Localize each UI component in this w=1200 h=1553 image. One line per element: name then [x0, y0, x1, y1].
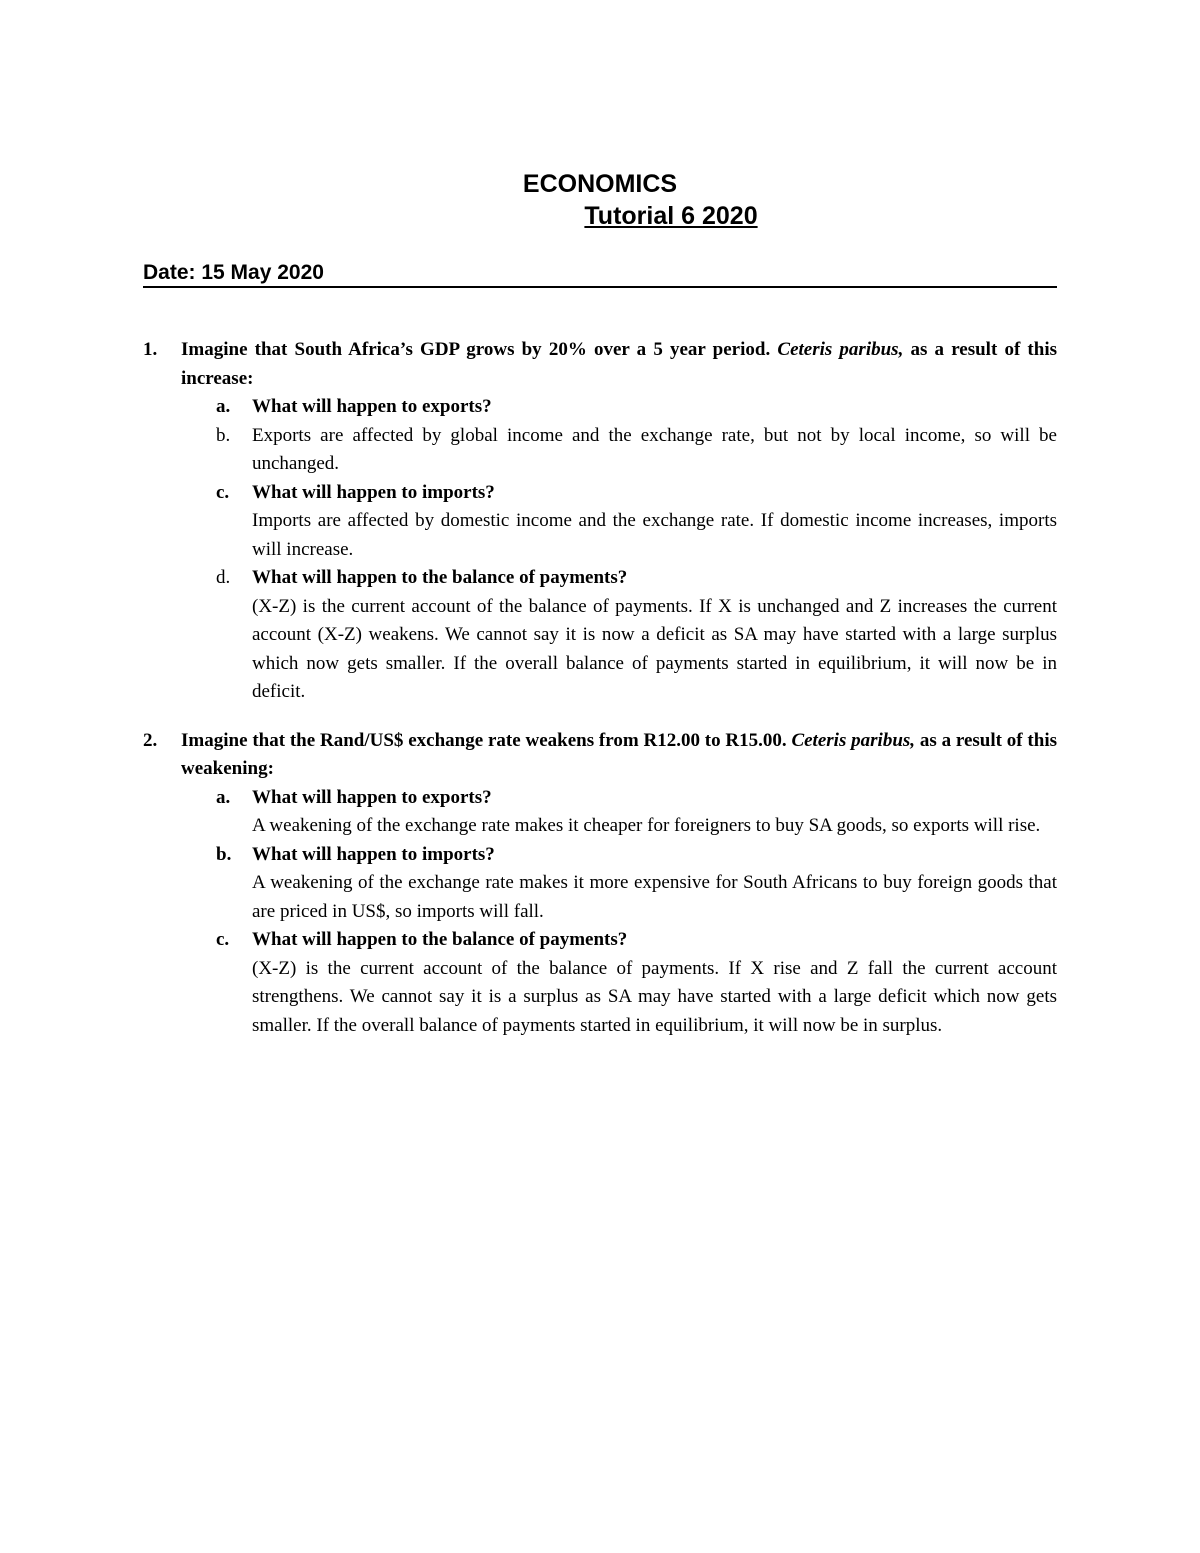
questions-body — [143, 336, 1057, 1040]
question-text-main: Imagine that the Rand/US$ exchange rate weakens from R12.00 to R15.00. — [181, 729, 787, 751]
question-text-tail: as a result of this increase: — [181, 339, 1057, 389]
question-text-tail: as a result of this weakening: — [181, 729, 1057, 779]
part-heading: What will happen to the balance of payments? — [252, 929, 628, 950]
question-part-a — [181, 784, 1057, 841]
question-text — [181, 727, 1057, 784]
question-text-main: Imagine that South Africa’s GDP grows by 20% over a 5 year period. — [181, 339, 771, 360]
question-2 — [143, 727, 1057, 1041]
part-heading: What will happen to exports? — [252, 396, 492, 417]
part-letter: d. — [216, 567, 231, 588]
part-letter: a. — [216, 786, 231, 808]
part-letter: b. — [216, 843, 232, 865]
question-text-italic: Ceteris paribus, — [777, 339, 904, 360]
question-number: 2. — [143, 729, 158, 751]
question-text-italic: Ceteris paribus, — [791, 729, 916, 751]
part-heading: What will happen to imports? — [252, 481, 495, 503]
question-part-b — [181, 841, 1057, 927]
part-heading: What will happen to imports? — [252, 843, 495, 865]
part-answer: A weakening of the exchange rate makes it cheaper for foreigners to buy SA goods, so exports will rise. — [252, 815, 1041, 836]
question-part-c — [181, 926, 1057, 1040]
question-parts — [181, 393, 1057, 707]
part-answer: Imports are affected by domestic income and the exchange rate. If domestic income increases, imports will increase. — [252, 510, 1057, 560]
part-answer: (X-Z) is the current account of the balance of payments. If X rise and Z fall the current account strengthens. We cannot say it is a surplus as SA may have started with a large deficit which now gets smaller. If the overall balance of payments started in equilibrium, it will now be in surplus. — [252, 957, 1057, 1036]
part-heading: What will happen to the balance of payments? — [252, 567, 628, 588]
part-letter: c. — [216, 481, 230, 503]
question-number: 1. — [143, 339, 158, 360]
question-part-d — [181, 564, 1057, 707]
question-parts — [181, 784, 1057, 1041]
question-text — [181, 336, 1057, 393]
part-heading: What will happen to exports? — [252, 786, 492, 808]
part-letter: b. — [216, 424, 231, 446]
part-answer: A weakening of the exchange rate makes it more expensive for South Africans to buy foreign goods that are priced in US$, so imports will fall. — [252, 872, 1057, 922]
document-subtitle: Tutorial 6 2020 — [584, 202, 758, 230]
part-answer: Exports are affected by global income and the exchange rate, but not by local income, so will be unchanged. — [252, 424, 1057, 474]
question-part-c — [181, 479, 1057, 565]
question-1 — [143, 336, 1057, 707]
part-letter: a. — [216, 396, 231, 417]
question-part-a — [181, 393, 1057, 422]
question-part-b — [181, 422, 1057, 479]
part-letter: c. — [216, 929, 230, 950]
part-answer: (X-Z) is the current account of the balance of payments. If X is unchanged and Z increases the current account (X-Z) weakens. We cannot say it is now a deficit as SA may have started with a large surplus which now gets smaller. If the overall balance of payments started in equilibrium, it will now be in deficit. — [252, 595, 1057, 702]
date-line: Date: 15 May 2020 — [143, 260, 1057, 288]
document-title: ECONOMICS — [522, 170, 678, 198]
